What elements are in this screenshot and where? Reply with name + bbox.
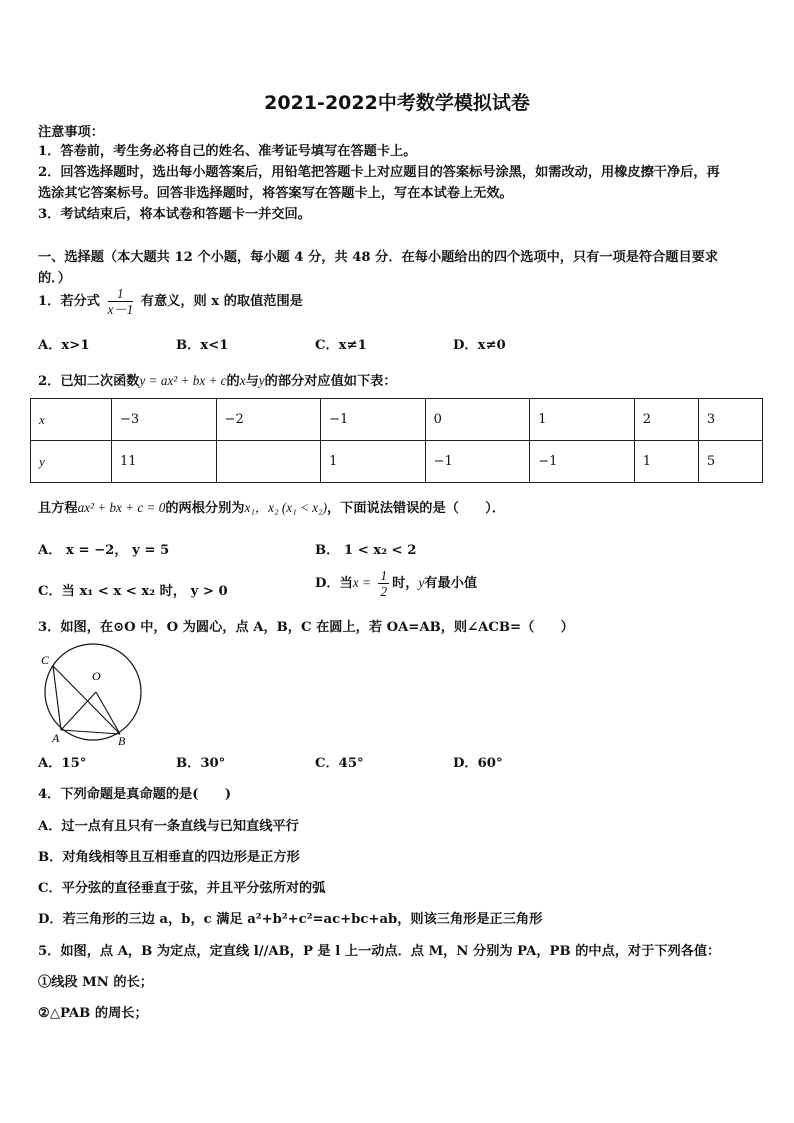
table-cell: 0 bbox=[425, 399, 530, 441]
q2-optd-a: D．当 bbox=[315, 576, 353, 591]
q1-frac-num: 1 bbox=[108, 286, 134, 302]
q2-var-y: y bbox=[258, 373, 265, 388]
table-cell: −1 bbox=[321, 399, 426, 441]
q2-stem-c: 与 bbox=[245, 374, 259, 389]
table-cell: 2 bbox=[634, 399, 698, 441]
table-cell: 1 bbox=[634, 441, 698, 483]
table-cell: y bbox=[31, 441, 112, 483]
question-2 bbox=[38, 370, 397, 389]
q1-option-d[interactable]: D．x≠0 bbox=[453, 338, 506, 353]
question-1 bbox=[38, 286, 303, 317]
q2-optd-fraction bbox=[378, 568, 389, 599]
q4-option-d[interactable]: D．若三角形的三边 a，b，c 满足 a²+b²+c²=ac+bc+ab，则该三角形是正三角形 bbox=[38, 912, 543, 927]
q2-stem-b: 的 bbox=[226, 374, 240, 389]
q2-condition bbox=[38, 497, 505, 516]
q2-optd-b: 时， bbox=[392, 576, 419, 591]
q1-frac-den: x－1 bbox=[107, 302, 134, 317]
table-cell: 5 bbox=[698, 441, 762, 483]
label-o: O bbox=[92, 669, 101, 683]
q1-option-b[interactable]: B．x<1 bbox=[176, 338, 229, 353]
q1-fraction bbox=[108, 286, 134, 317]
q1-option-c[interactable]: C．x≠1 bbox=[315, 338, 367, 353]
circle-o bbox=[45, 644, 141, 740]
question-3: 3．如图，在⊙O 中，O 为圆心，点 A，B，C 在圆上，若 OA=AB，则∠ACB=（ ） bbox=[38, 620, 574, 635]
section-header: 一、选择题（本大题共 12 个小题，每小题 4 分，共 48 分．在每小题给出的四个选项中，只有一项是符合题目要求 bbox=[38, 250, 719, 265]
q2-stem-a: 2．已知二次函数 bbox=[38, 374, 140, 389]
question-4: 4．下列命题是真命题的是( ) bbox=[38, 787, 232, 802]
label-a: A bbox=[52, 731, 60, 745]
q2-line2-c: ，下面说法错误的是（ ）． bbox=[326, 501, 506, 516]
q1-suffix: 有意义，则 x 的取值范围是 bbox=[140, 294, 303, 309]
label-b: B bbox=[118, 734, 126, 746]
q2-roots: x₁，x₂ (x₁ < x₂) bbox=[244, 500, 327, 515]
q3-option-c[interactable]: C．45° bbox=[315, 756, 364, 771]
page-title: 2021-2022中考数学模拟试卷 bbox=[264, 92, 530, 114]
q3-option-d[interactable]: D．60° bbox=[453, 756, 503, 771]
value-table bbox=[30, 398, 763, 483]
table-cell: x bbox=[31, 399, 112, 441]
q5-item: ②△PAB 的周长； bbox=[38, 1006, 148, 1021]
notice-item: 1．答卷前，考生务必将自己的姓名、准考证号填写在答题卡上。 bbox=[38, 144, 417, 159]
q2-option-a[interactable]: A． x = −2， y = 5 bbox=[38, 543, 170, 558]
table-cell: 11 bbox=[112, 441, 217, 483]
table-cell bbox=[216, 441, 321, 483]
notice-item: 2．回答选择题时，选出每小题答案后，用铅笔把答题卡上对应题目的答案标号涂黑，如需改动，用橡皮擦干净后，再 bbox=[38, 165, 720, 180]
section-header-cont: 的．） bbox=[38, 271, 71, 286]
table-row bbox=[31, 441, 763, 483]
q2-line2-b: 的两根分别为 bbox=[165, 501, 245, 516]
segment-cb bbox=[53, 666, 120, 734]
q1-option-a[interactable]: A．x>1 bbox=[38, 338, 90, 353]
q2-var-x: x bbox=[239, 373, 246, 388]
q2-option-d[interactable] bbox=[315, 568, 477, 599]
q3-option-a[interactable]: A．15° bbox=[38, 756, 87, 771]
q4-option-b[interactable]: B．对角线相等且互相垂直的四边形是正方形 bbox=[38, 850, 300, 865]
table-cell: −1 bbox=[425, 441, 530, 483]
table-cell: 1 bbox=[321, 441, 426, 483]
q2-line2-a: 且方程 bbox=[38, 501, 78, 516]
table-cell: 3 bbox=[698, 399, 762, 441]
q2-option-c[interactable]: C．当 x₁ < x < x₂ 时， y > 0 bbox=[38, 584, 228, 599]
table-row bbox=[31, 399, 763, 441]
notice-item: 选涂其它答案标号。回答非选择题时，将答案写在答题卡上，写在本试卷上无效。 bbox=[38, 186, 513, 201]
table-cell: −2 bbox=[216, 399, 321, 441]
q4-option-c[interactable]: C．平分弦的直径垂直于弦，并且平分弦所对的弧 bbox=[38, 881, 326, 896]
q3-option-b[interactable]: B．30° bbox=[176, 756, 226, 771]
table-cell: −3 bbox=[112, 399, 217, 441]
q1-prefix: 1．若分式 bbox=[38, 294, 100, 309]
q2-optd-den: 2 bbox=[380, 584, 388, 599]
q2-optd-y: y bbox=[418, 575, 425, 590]
circle-figure bbox=[38, 642, 150, 746]
q2-equation: ax² + bx + c = 0 bbox=[77, 500, 166, 515]
q4-option-a[interactable]: A．过一点有且只有一条直线与已知直线平行 bbox=[38, 819, 299, 834]
q5-item: ①线段 MN 的长； bbox=[38, 975, 153, 990]
table-cell: −1 bbox=[530, 441, 635, 483]
notice-heading: 注意事项： bbox=[38, 125, 104, 140]
q2-optd-c: 有最小值 bbox=[424, 576, 478, 591]
q2-option-b[interactable]: B． 1 < x₂ < 2 bbox=[315, 543, 417, 558]
q2-stem-d: 的部分对应值如下表： bbox=[264, 374, 397, 389]
q2-function: y = ax² + bx + c bbox=[139, 373, 227, 388]
notice-item: 3．考试结束后，将本试卷和答题卡一并交回。 bbox=[38, 207, 311, 222]
label-c: C bbox=[41, 653, 50, 667]
q2-optd-num: 1 bbox=[380, 568, 388, 583]
table-cell: 1 bbox=[530, 399, 635, 441]
segment-oa bbox=[61, 692, 96, 730]
q2-optd-x: x = bbox=[352, 575, 371, 590]
question-5: 5．如图，点 A，B 为定点，定直线 l//AB，P 是 l 上一动点．点 M，N 分别为 PA，PB 的中点，对于下列各值： bbox=[38, 944, 721, 959]
